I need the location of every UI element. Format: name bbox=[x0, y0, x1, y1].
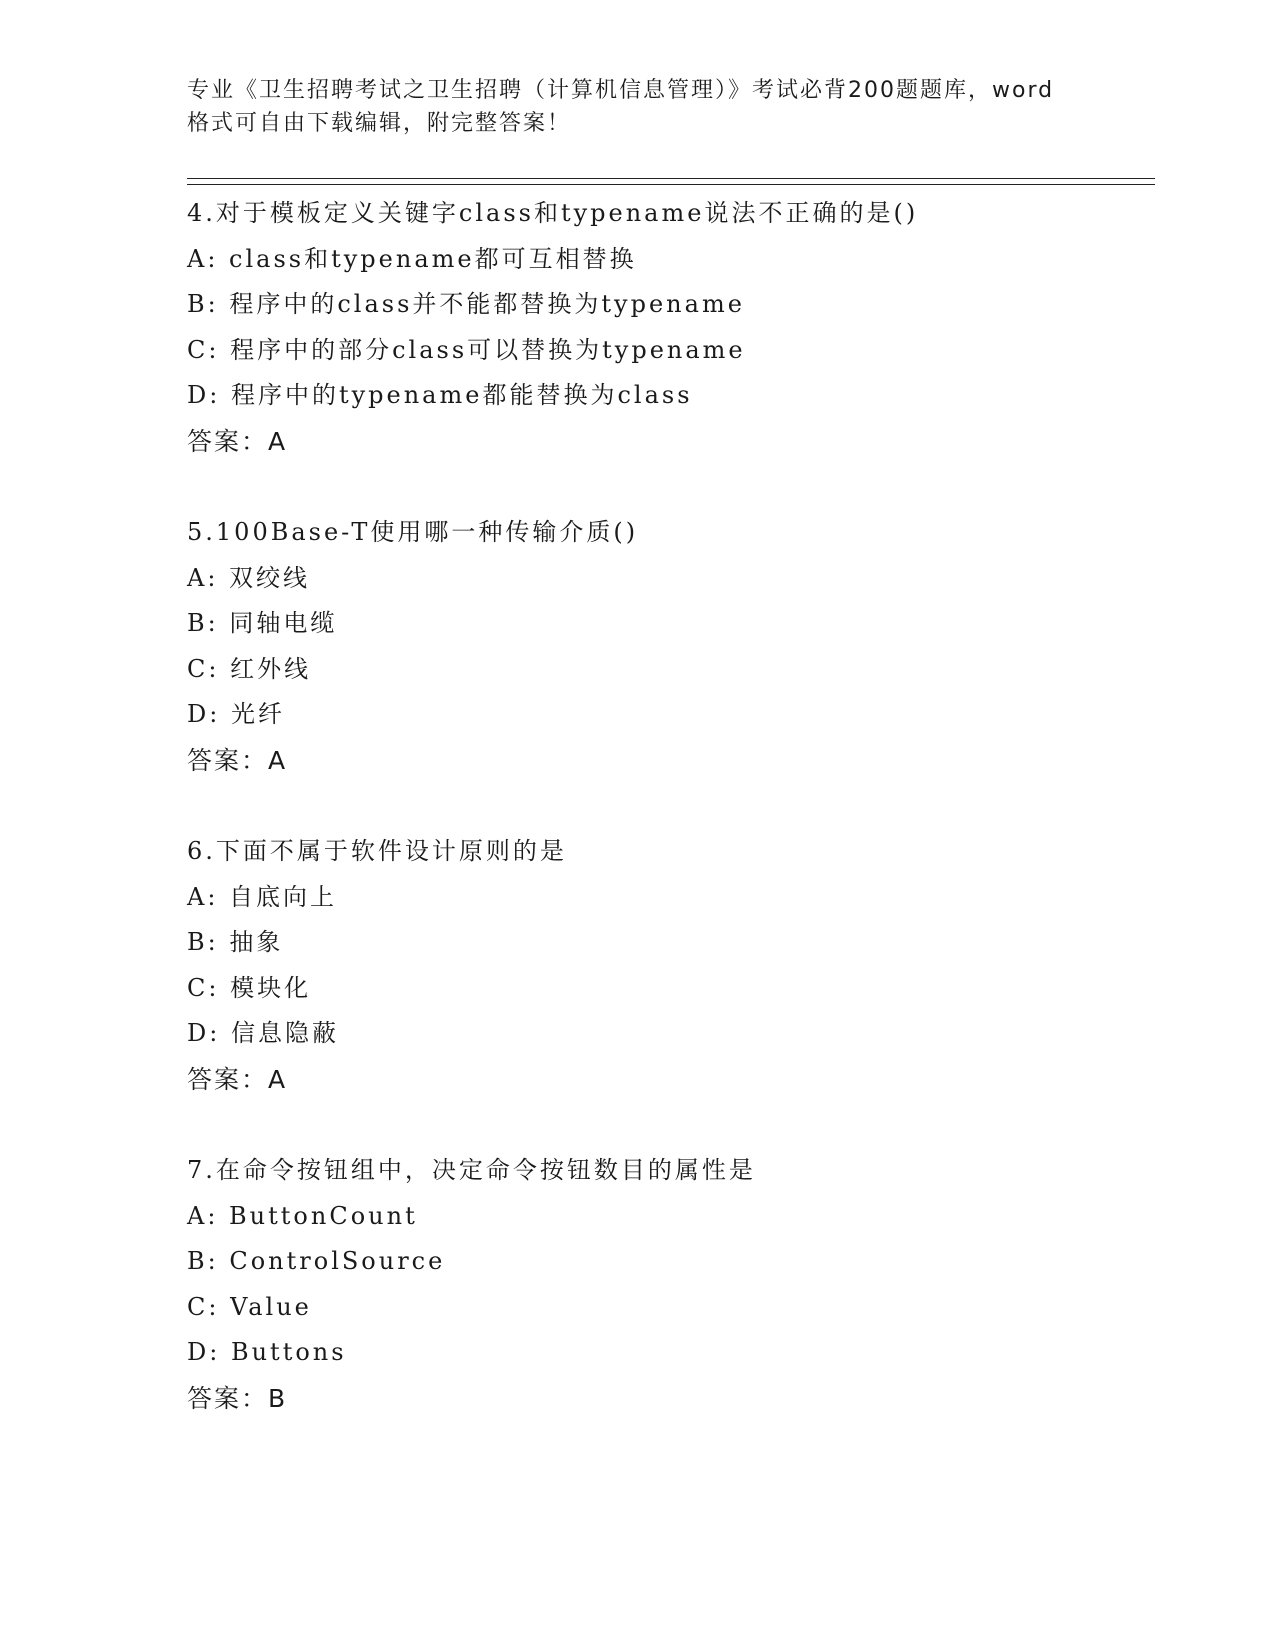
question-title: 5.100Base-T使用哪一种传输介质() bbox=[187, 518, 639, 546]
answer-line: 答案：A bbox=[187, 1064, 288, 1094]
option-b: B: 抽象 bbox=[187, 928, 284, 956]
question-5 bbox=[187, 510, 1167, 783]
option-d: D: 光纤 bbox=[187, 700, 285, 728]
question-list bbox=[187, 191, 1167, 1421]
document-header bbox=[187, 74, 1087, 140]
option-a: A: class和typename都可互相替换 bbox=[187, 244, 637, 273]
question-spacer bbox=[187, 783, 1167, 829]
answer-line: 答案：B bbox=[187, 1383, 288, 1413]
answer-line: 答案：A bbox=[187, 426, 288, 456]
option-a: A: ButtonCount bbox=[187, 1201, 418, 1230]
option-c: C: 红外线 bbox=[187, 654, 312, 683]
question-spacer bbox=[187, 464, 1167, 510]
option-b: B: 同轴电缆 bbox=[187, 609, 338, 637]
option-a: A: 自底向上 bbox=[187, 882, 338, 911]
answer-line: 答案：A bbox=[187, 745, 288, 775]
option-d: D: 信息隐蔽 bbox=[187, 1019, 339, 1047]
option-c: C: 模块化 bbox=[187, 973, 312, 1002]
question-title: 6.下面不属于软件设计原则的是 bbox=[187, 837, 567, 865]
question-spacer bbox=[187, 1102, 1167, 1148]
question-6 bbox=[187, 829, 1167, 1102]
option-a: A: 双绞线 bbox=[187, 563, 311, 592]
option-c: C: 程序中的部分class可以替换为typename bbox=[187, 335, 746, 364]
question-title: 7.在命令按钮组中，决定命令按钮数目的属性是 bbox=[187, 1156, 756, 1184]
header-line-2: 格式可自由下载编辑，附完整答案！ bbox=[187, 111, 572, 136]
question-4 bbox=[187, 191, 1167, 464]
question-title: 4.对于模板定义关键字class和typename说法不正确的是() bbox=[187, 199, 919, 227]
option-b: B: 程序中的class并不能都替换为typename bbox=[187, 290, 745, 318]
header-divider-top bbox=[187, 178, 1155, 179]
option-d: D: Buttons bbox=[187, 1338, 347, 1366]
option-b: B: ControlSource bbox=[187, 1247, 446, 1275]
option-d: D: 程序中的typename都能替换为class bbox=[187, 381, 693, 409]
option-c: C: Value bbox=[187, 1292, 312, 1321]
header-divider-bottom bbox=[187, 184, 1155, 185]
header-line-1: 专业《卫生招聘考试之卫生招聘（计算机信息管理）》考试必背200题题库，word bbox=[187, 78, 1055, 103]
question-7 bbox=[187, 1148, 1167, 1421]
